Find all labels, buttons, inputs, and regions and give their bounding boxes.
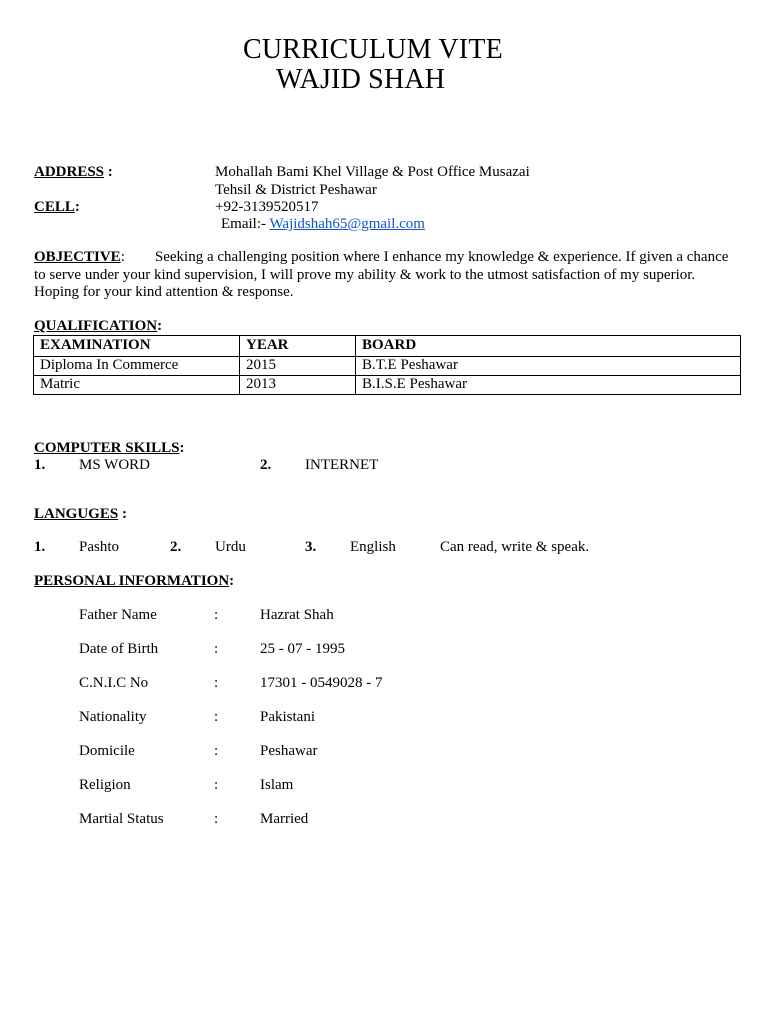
table-cell: Matric: [34, 376, 240, 395]
skill-number: 2.: [260, 457, 272, 473]
qualification-label: QUALIFICATION: [34, 318, 158, 334]
table-cell: B.T.E Peshawar: [356, 357, 741, 376]
field-label-domicile: Domicile: [79, 743, 135, 759]
column-header-year: YEAR: [240, 336, 356, 357]
cell-value: +92-3139520517: [215, 199, 319, 215]
field-label-nationality: Nationality: [79, 709, 147, 725]
language-number: 3.: [305, 539, 317, 555]
column-header-examination: EXAMINATION: [34, 336, 240, 357]
qualification-table: [33, 335, 741, 395]
skill-item: INTERNET: [305, 457, 379, 473]
language-item: English: [350, 539, 396, 555]
computer-skills-heading: [34, 440, 184, 457]
table-header-row: [34, 336, 741, 357]
field-separator: :: [214, 607, 219, 623]
email-prefix: Email:-: [221, 216, 270, 232]
cell-heading: [34, 199, 80, 216]
cell-label: CELL: [34, 199, 75, 215]
email-link[interactable]: Wajidshah65@gmail.com: [269, 216, 425, 232]
field-label-religion: Religion: [79, 777, 131, 793]
email-line: [221, 216, 425, 233]
qualification-separator: :: [157, 318, 163, 334]
field-separator: :: [214, 641, 219, 657]
objective-text: Seeking a challenging position where I enhance my knowledge & experience. If given a chance to serve under your kind supervision, I will prove my ability & work to the utmost satisfaction of my superior. Hoping for your kind attention & response.: [34, 249, 729, 300]
field-separator: :: [214, 709, 219, 725]
field-value-marital-status: Married: [260, 811, 309, 827]
table-cell: 2013: [240, 376, 356, 395]
address-line-2: Tehsil & District Peshawar: [215, 182, 377, 198]
field-label-date-of-birth: Date of Birth: [79, 641, 159, 657]
field-separator: :: [214, 743, 219, 759]
address-line-1: Mohallah Bami Khel Village & Post Office Musazai: [215, 164, 530, 180]
qualification-heading: [34, 318, 162, 335]
skill-item: MS WORD: [79, 457, 150, 473]
objective-label: OBJECTIVE: [34, 249, 121, 265]
language-number: 1.: [34, 539, 46, 555]
skill-number: 1.: [34, 457, 46, 473]
personal-info-heading: [34, 573, 234, 590]
table-cell: Diploma In Commerce: [34, 357, 240, 376]
objective-separator: :: [120, 249, 125, 265]
personal-info-separator: :: [229, 573, 235, 589]
field-value-date-of-birth: 25 - 07 - 1995: [260, 641, 345, 657]
address-label: ADDRESS: [34, 164, 105, 180]
field-separator: :: [214, 811, 219, 827]
field-value-cnic: 17301 - 0549028 - 7: [260, 675, 383, 691]
computer-skills-separator: :: [179, 440, 185, 456]
table-row: [34, 376, 741, 395]
field-value-domicile: Peshawar: [260, 743, 318, 759]
objective-paragraph: [34, 249, 734, 302]
language-proficiency-note: Can read, write & speak.: [440, 539, 590, 555]
candidate-name: WAJID SHAH: [276, 64, 446, 95]
field-separator: :: [214, 777, 219, 793]
field-label-marital-status: Martial Status: [79, 811, 164, 827]
cell-separator: :: [74, 199, 80, 215]
field-value-religion: Islam: [260, 777, 294, 793]
table-cell: 2015: [240, 357, 356, 376]
table-row: [34, 357, 741, 376]
field-separator: :: [214, 675, 219, 691]
languages-heading: [34, 506, 127, 523]
address-separator: :: [104, 164, 113, 180]
language-item: Pashto: [79, 539, 120, 555]
language-number: 2.: [170, 539, 182, 555]
table-cell: B.I.S.E Peshawar: [356, 376, 741, 395]
language-item: Urdu: [215, 539, 246, 555]
field-value-nationality: Pakistani: [260, 709, 315, 725]
address-heading: [34, 164, 113, 181]
field-label-father-name: Father Name: [79, 607, 157, 623]
languages-separator: :: [118, 506, 127, 522]
personal-info-label: PERSONAL INFORMATION: [34, 573, 230, 589]
field-value-father-name: Hazrat Shah: [260, 607, 334, 623]
column-header-board: BOARD: [356, 336, 741, 357]
field-label-cnic: C.N.I.C No: [79, 675, 149, 691]
languages-label: LANGUGES: [34, 506, 119, 522]
computer-skills-label: COMPUTER SKILLS: [34, 440, 180, 456]
document-title: CURRICULUM VITE: [243, 34, 503, 65]
